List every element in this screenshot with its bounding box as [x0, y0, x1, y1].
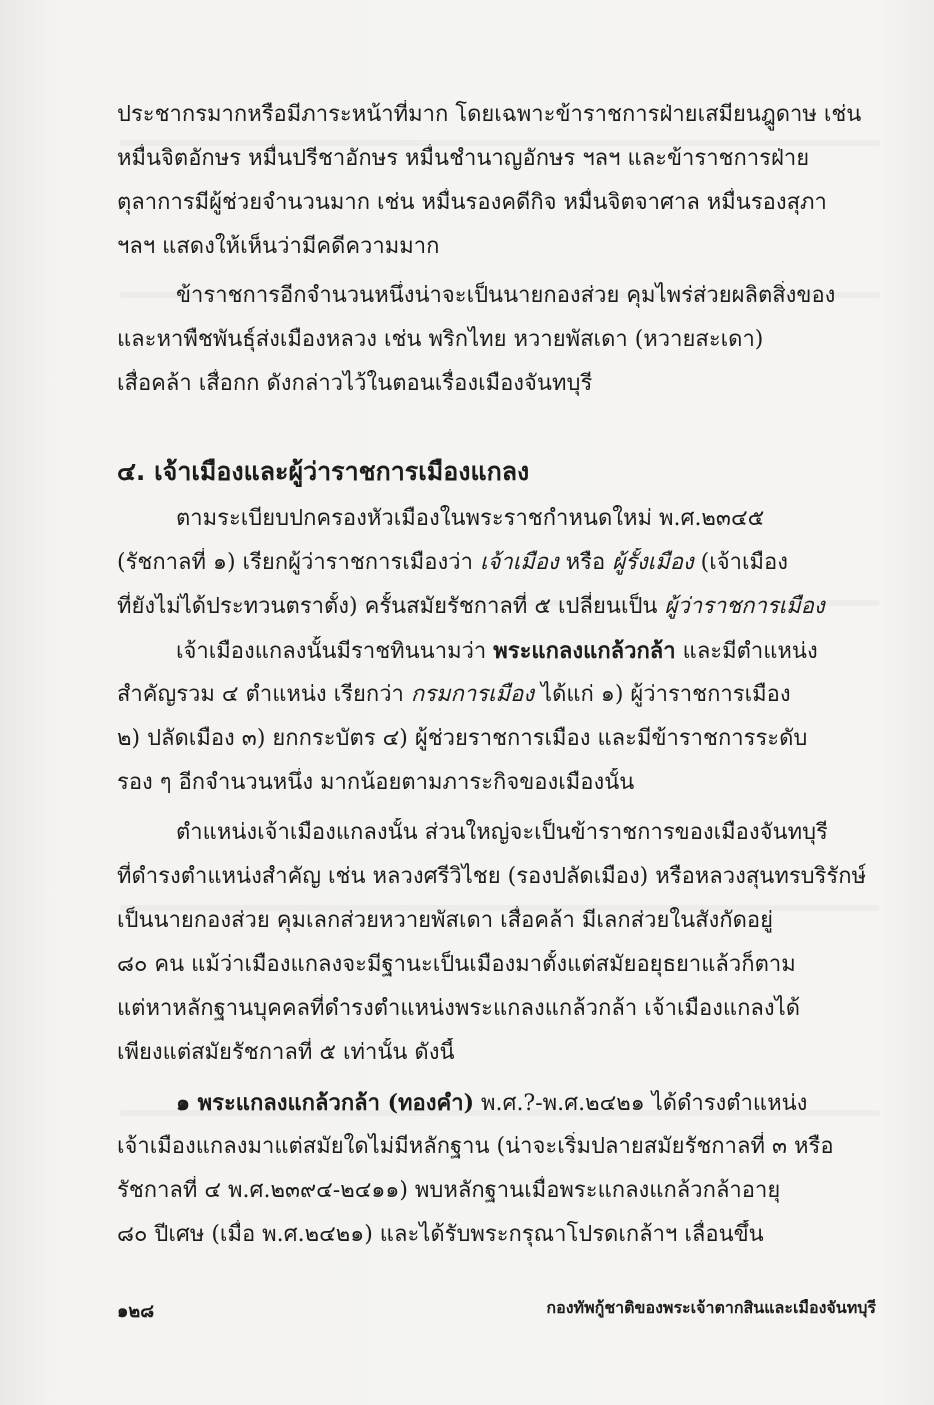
running-footer-title: กองทัพกู้ชาติของพระเจ้าตากสินและเมืองจันทบุรี	[546, 1298, 876, 1317]
text-line: ๒) ปลัดเมือง ๓) ยกกระบัตร ๔) ผู้ช่วยราชการเมือง และมีข้าราชการระดับ	[117, 726, 808, 751]
text-run: (เจ้าเมือง	[693, 550, 788, 575]
text-line: รัชกาลที่ ๔ พ.ศ.๒๓๙๔-๒๔๑๑) พบหลักฐานเมื่อพระแกลงแกล้วกล้าอายุ	[117, 1178, 781, 1203]
text-line: เสื่อคล้า เสื่อกก ดังกล่าวไว้ในตอนเรื่องเมืองจันทบุรี	[117, 371, 593, 396]
page-number: ๑๒๘	[117, 1301, 155, 1322]
bold-term: พระแกลงแกล้วกล้า	[493, 638, 676, 664]
text-line: รอง ๆ อีกจำนวนหนึ่ง มากน้อยตามภาระกิจของเมืองนั้น	[117, 770, 635, 795]
text-line	[176, 1088, 876, 1122]
text-line: หมื่นจิตอักษร หมื่นปรีชาอักษร หมื่นชำนาญอักษร ฯลฯ และข้าราชการฝ่าย	[117, 146, 810, 171]
italic-term: กรมการเมือง	[410, 682, 535, 707]
text-line	[117, 592, 877, 626]
text-run: หรือ	[558, 550, 613, 575]
bold-term: ๑ พระแกลงแกล้วกล้า (ทองคำ)	[176, 1090, 474, 1116]
text-line: ตามระเบียบปกครองหัวเมืองในพระราชกำหนดใหม่ พ.ศ.๒๓๔๕	[176, 506, 765, 531]
text-line: ที่ดำรงตำแหน่งสำคัญ เช่น หลวงศรีวิไชย (รองปลัดเมือง) หรือหลวงสุนทรบริรักษ์	[117, 864, 867, 889]
text-line: ๘๐ คน แม้ว่าเมืองแกลงจะมีฐานะเป็นเมืองมาตั้งแต่สมัยอยุธยาแล้วก็ตาม	[117, 952, 796, 977]
italic-term: เจ้าเมือง	[479, 550, 559, 575]
text-run: สำคัญรวม ๔ ตำแหน่ง เรียกว่า	[117, 682, 411, 707]
section-heading: ๔. เจ้าเมืองและผู้ว่าราชการเมืองแกลง	[117, 457, 530, 486]
text-run: เจ้าเมืองแกลงนั้นมีราชทินนามว่า	[176, 639, 494, 664]
italic-term: ผู้รั้งเมือง	[612, 550, 694, 575]
text-run: ได้แก่ ๑) ผู้ว่าราชการเมือง	[534, 682, 791, 707]
text-line	[117, 680, 877, 714]
text-run: พ.ศ.?-พ.ศ.๒๔๒๑ ได้ดำรงตำแหน่ง	[473, 1091, 808, 1116]
text-line: แต่หาหลักฐานบุคคลที่ดำรงตำแหน่งพระแกลงแกล้วกล้า เจ้าเมืองแกลงได้	[117, 996, 800, 1021]
text-run: ที่ยังไม่ได้ประทวนตราตั้ง) ครั้นสมัยรัชกาลที่ ๕ เปลี่ยนเป็น	[117, 594, 665, 619]
italic-term: ผู้ว่าราชการเมือง	[664, 594, 825, 619]
text-line: ข้าราชการอีกจำนวนหนึ่งน่าจะเป็นนายกองส่วย คุมไพร่ส่วยผลิตสิ่งของ	[176, 283, 836, 308]
text-line	[176, 636, 876, 670]
text-run: (รัชกาลที่ ๑) เรียกผู้ว่าราชการเมืองว่า	[117, 550, 480, 575]
text-line: ตุลาการมีผู้ช่วยจำนวนมาก เช่น หมื่นรองคดีกิจ หมื่นจิตจาศาล หมื่นรองสุภา	[117, 190, 827, 215]
text-line: เป็นนายกองส่วย คุมเลกส่วยหวายพัสเดา เสื่อคล้า มีเลกส่วยในสังกัดอยู่	[117, 908, 774, 933]
text-line: เพียงแต่สมัยรัชกาลที่ ๕ เท่านั้น ดังนี้	[117, 1040, 455, 1065]
text-line	[117, 548, 877, 582]
text-line: ฯลฯ แสดงให้เห็นว่ามีคดีความมาก	[117, 234, 440, 259]
text-line: ๘๐ ปีเศษ (เมื่อ พ.ศ.๒๔๒๑) และได้รับพระกรุณาโปรดเกล้าฯ เลื่อนขึ้น	[117, 1222, 764, 1247]
text-run: และมีตำแหน่ง	[675, 639, 818, 664]
text-line: เจ้าเมืองแกลงมาแต่สมัยใดไม่มีหลักฐาน (น่าจะเริ่มปลายสมัยรัชกาลที่ ๓ หรือ	[117, 1134, 834, 1159]
text-line: ประชากรมากหรือมีภาระหน้าที่มาก โดยเฉพาะข้าราชการฝ่ายเสมียนฎูดาษ เช่น	[117, 102, 862, 127]
text-line: ตำแหน่งเจ้าเมืองแกลงนั้น ส่วนใหญ่จะเป็นข้าราชการของเมืองจันทบุรี	[176, 820, 828, 845]
text-line: และหาพืชพันธุ์ส่งเมืองหลวง เช่น พริกไทย หวายพัสเดา (หวายสะเดา)	[117, 327, 764, 352]
